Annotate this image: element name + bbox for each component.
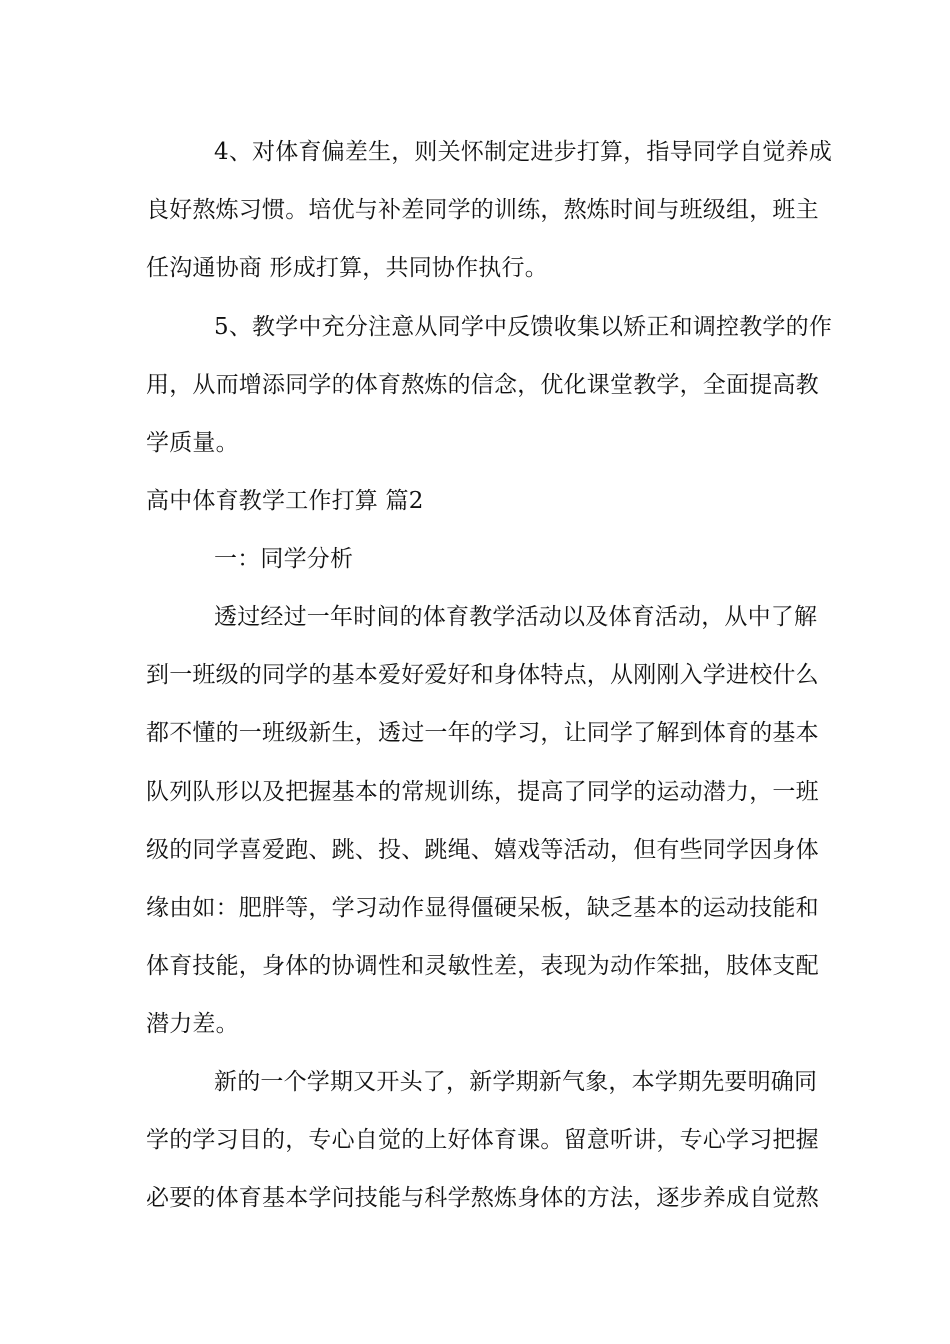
paragraph-5-line-2: 用，从而增添同学的体育熬炼的信念，优化课堂教学，全面提高教 — [146, 372, 819, 398]
analysis-paragraph-line-6: 缘由如：肥胖等，学习动作显得僵硬呆板，缺乏基本的运动技能和 — [146, 895, 819, 921]
analysis-paragraph-line-2: 到一班级的同学的基本爱好爱好和身体特点，从刚刚入学进校什么 — [146, 662, 819, 688]
paragraph-4-line-2: 良好熬炼习惯。培优与补差同学的训练，熬炼时间与班级组，班主 — [146, 197, 819, 223]
analysis-paragraph-line-7: 体育技能，身体的协调性和灵敏性差，表现为动作笨拙，肢体支配 — [146, 953, 819, 979]
section-heading: 高中体育教学工作打算 篇2 — [146, 488, 424, 514]
paragraph-5-line-1: 5、教学中充分注意从同学中反馈收集以矫正和调控教学的作 — [214, 314, 833, 340]
paragraph-5-line-3: 学质量。 — [146, 430, 239, 456]
analysis-paragraph-line-4: 队列队形以及把握基本的常规训练，提高了同学的运动潜力，一班 — [146, 779, 819, 805]
analysis-paragraph-line-1: 透过经过一年时间的体育教学活动以及体育活动，从中了解 — [214, 604, 818, 630]
analysis-paragraph-line-3: 都不懂的一班级新生，透过一年的学习，让同学了解到体育的基本 — [146, 720, 819, 746]
subsection-heading: 一：同学分析 — [214, 546, 354, 572]
analysis-paragraph-line-8: 潜力差。 — [146, 1011, 239, 1037]
paragraph-4-line-3: 任沟通协商 形成打算，共同协作执行。 — [146, 255, 548, 281]
semester-paragraph-line-3: 必要的体育基本学问技能与科学熬炼身体的方法，逐步养成自觉熬 — [146, 1185, 819, 1211]
paragraph-4-line-1: 4、对体育偏差生，则关怀制定进步打算，指导同学自觉养成 — [214, 139, 833, 165]
semester-paragraph-line-2: 学的学习目的，专心自觉的上好体育课。留意听讲，专心学习把握 — [146, 1127, 819, 1153]
semester-paragraph-line-1: 新的一个学期又开头了，新学期新气象，本学期先要明确同 — [214, 1069, 818, 1095]
analysis-paragraph-line-5: 级的同学喜爱跑、跳、投、跳绳、嬉戏等活动，但有些同学因身体 — [146, 837, 819, 863]
